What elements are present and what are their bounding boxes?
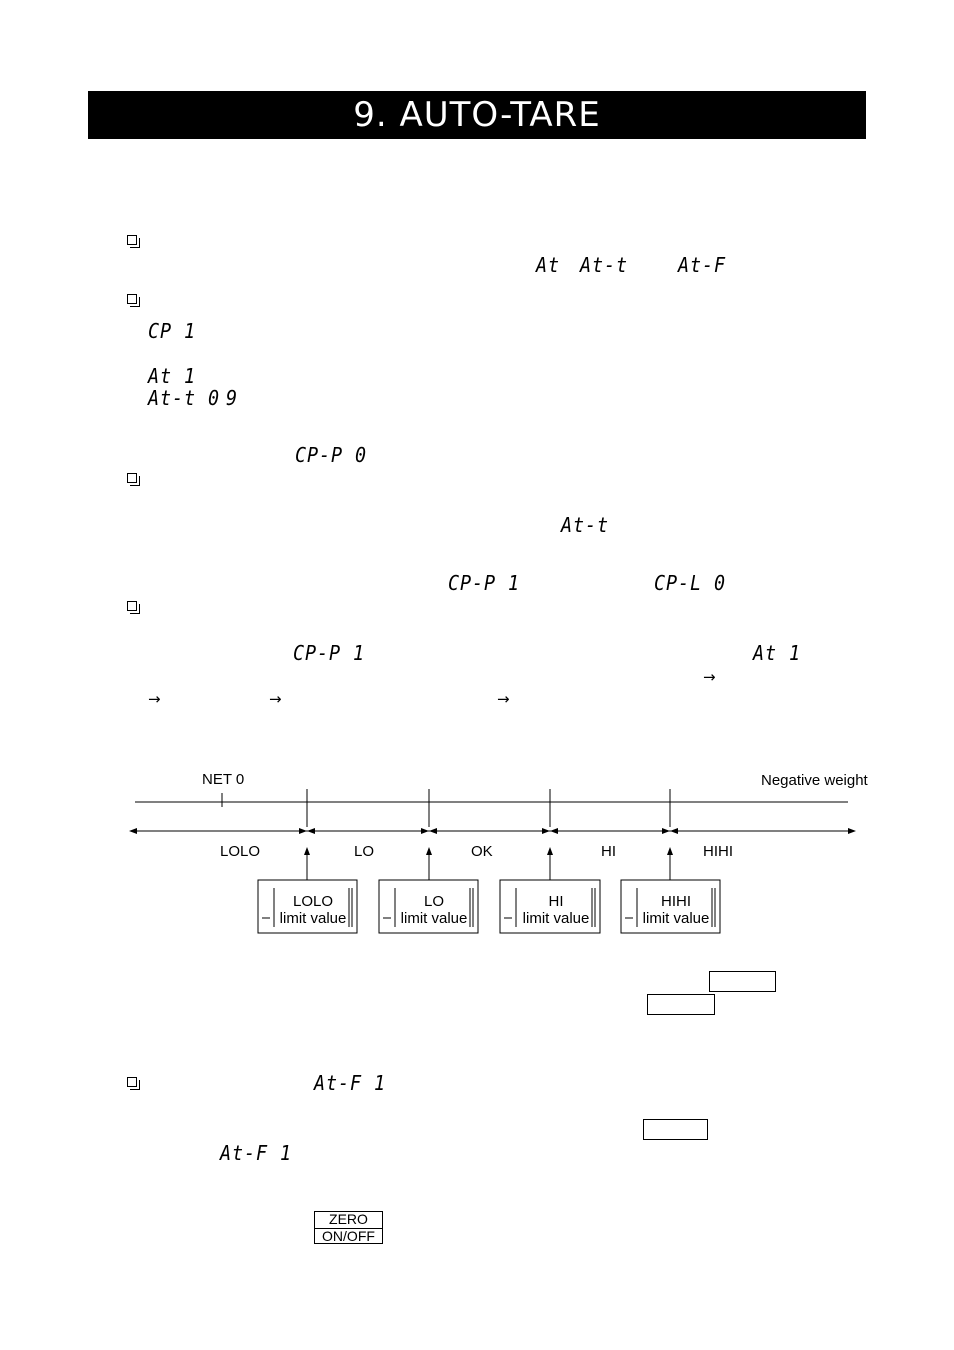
- svg-text:limit value: limit value: [279, 910, 347, 927]
- display-cp-1: CP 1: [148, 319, 196, 343]
- display-at-t: At-t: [561, 513, 609, 537]
- lo-limit-box: [379, 880, 478, 933]
- zone-hi: HI: [601, 843, 616, 860]
- zone-lolo: LOLO: [220, 843, 261, 860]
- display-cp-p-1: CP-P 1: [448, 571, 520, 595]
- key-button[interactable]: [643, 1119, 708, 1140]
- svg-text:limit value: limit value: [522, 910, 590, 927]
- page-header: [88, 91, 866, 139]
- lolo-limit-box: [258, 880, 357, 933]
- svg-text:limit value: limit value: [400, 910, 468, 927]
- negative-weight-label: Negative weight: [761, 772, 868, 789]
- checkbox-icon: [127, 235, 137, 245]
- zone-lo: LO: [354, 843, 375, 860]
- arrow-right-icon: →: [269, 690, 282, 708]
- display-at: At: [536, 253, 561, 277]
- svg-text:HIHI: HIHI: [661, 893, 691, 910]
- arrow-right-icon: →: [148, 690, 161, 708]
- on-off-key-label: ON/OFF: [322, 1228, 375, 1244]
- zone-ok: OK: [471, 843, 493, 860]
- arrow-right-icon: →: [497, 690, 510, 708]
- display-9: 9: [226, 386, 239, 410]
- checkbox-icon: [127, 601, 137, 611]
- checkbox-icon: [127, 1077, 137, 1087]
- checkbox-icon: [127, 473, 137, 483]
- display-at-1: At 1: [753, 641, 801, 665]
- hihi-limit-box: [621, 880, 720, 933]
- key-button[interactable]: [709, 971, 776, 992]
- svg-text:HI: HI: [548, 893, 564, 910]
- net-zero-label: NET 0: [202, 771, 245, 788]
- comparator-diagram: [125, 765, 885, 940]
- zero-key-label: ZERO: [315, 1212, 382, 1229]
- display-at-t-0: At-t 0: [148, 386, 220, 410]
- page-title: 9. AUTO-TARE: [353, 95, 601, 135]
- arrow-right-icon: →: [703, 668, 716, 686]
- display-at-t: At-t: [580, 253, 628, 277]
- zero-key[interactable]: [314, 1211, 383, 1244]
- zone-hihi: HIHI: [703, 843, 733, 860]
- display-at-f: At-F: [678, 253, 726, 277]
- checkbox-icon: [127, 294, 137, 304]
- svg-text:limit value: limit value: [642, 910, 710, 927]
- svg-text:LO: LO: [423, 893, 445, 910]
- display-cp-p-0: CP-P 0: [295, 443, 367, 467]
- display-at-f-1: At-F 1: [220, 1141, 292, 1165]
- key-button[interactable]: [647, 994, 715, 1015]
- display-at-f-1: At-F 1: [314, 1071, 386, 1095]
- display-cp-l-0: CP-L 0: [654, 571, 726, 595]
- display-at-1: At 1: [148, 364, 196, 388]
- svg-text:LOLO: LOLO: [292, 893, 334, 910]
- display-cp-p-1: CP-P 1: [293, 641, 365, 665]
- hi-limit-box: [500, 880, 600, 933]
